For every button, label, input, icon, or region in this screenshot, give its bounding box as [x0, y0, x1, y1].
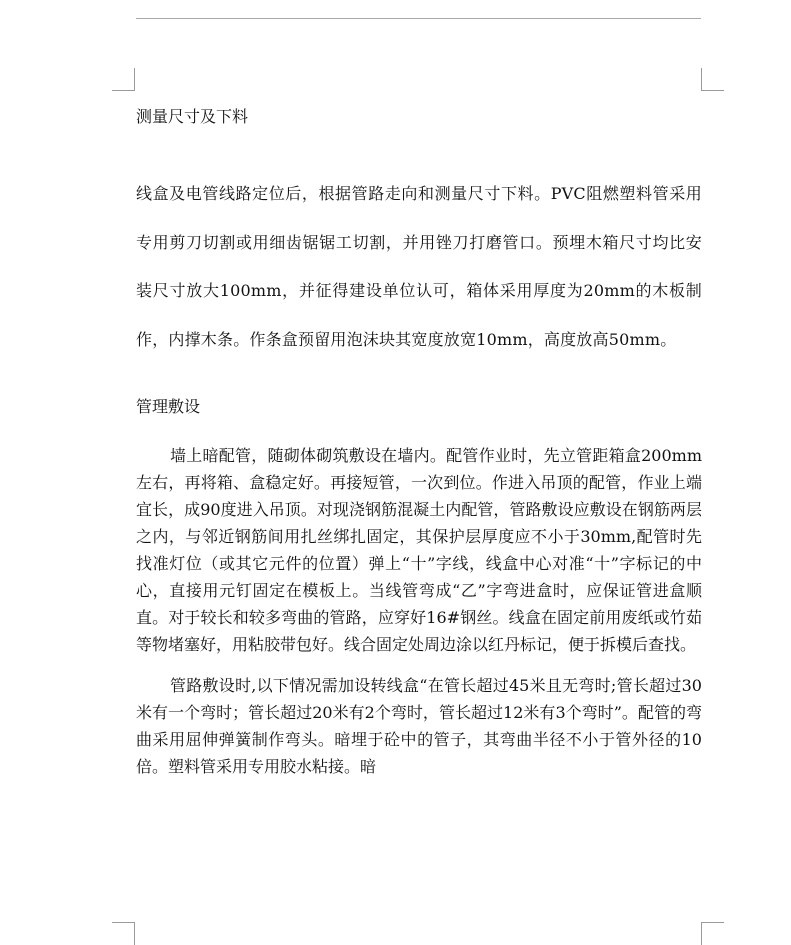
- paragraph-wall-conduit: 墙上暗配管，随砌体砌筑敷设在墙内。配管作业时，先立管距箱盒200mm左右，再将箱、盒稳定好。再接短管，一次到位。作进入吊顶的配管，作业上端宜长，成90度进入吊顶。对现浇钢筋混凝土内配管，管路敷设应敷设在钢筋两层之内，与邻近钢筋间用扎丝绑扎固定，其保护层厚度应不小于30mm,配管时先找准灯位（或其它元件的位置）弹上“十”字线，线盒中心对准“十”字标记的中心，直接用元钉固定在模板上。当线管弯成“乙”字弯进盒时，应保证管进盒顺直。对于较长和较多弯曲的管路，应穿好16#钢丝。线盒在固定前用废纸或竹茹等物堵塞好，用粘胶带包好。线合固定处周边涂以红丹标记，便于拆模后查找。: [136, 446, 702, 654]
- section-heading-measure: 测量尺寸及下料: [136, 107, 249, 126]
- crop-mark-bottom-left: [112, 922, 135, 945]
- paragraph-junction-box: 管路敷设时,以下情况需加设转线盒“在管长超过45米且无弯时;管长超过30米有一个弯时；管长超过20米有2个弯时，管长超过12米有3个弯时”。配管的弯曲采用屈伸弹簧制作弯头。暗埋于砼中的管子，其弯曲半径不小于管外径的10倍。塑料管采用专用胶水粘接。暗: [136, 676, 702, 776]
- crop-mark-bottom-right: [701, 922, 724, 945]
- document-body: [136, 100, 702, 780]
- section-heading-conduit-laying: 管理敷设: [136, 397, 201, 416]
- crop-mark-top-left: [112, 68, 135, 91]
- header-rule: [136, 18, 701, 19]
- crop-mark-top-right: [701, 68, 724, 91]
- paragraph-measure-cut: 线盒及电管线路定位后，根据管路走向和测量尺寸下料。PVC阻燃塑料管采用专用剪刀切割或用细齿锯锯工切割，并用锉刀打磨管口。预埋木箱尺寸均比安装尺寸放大100mm，并征得建设单位认可，箱体采用厚度为20mm的木板制作，内撑木条。作条盒预留用泡沫块其宽度放宽10mm，高度放高50mm。: [136, 184, 702, 349]
